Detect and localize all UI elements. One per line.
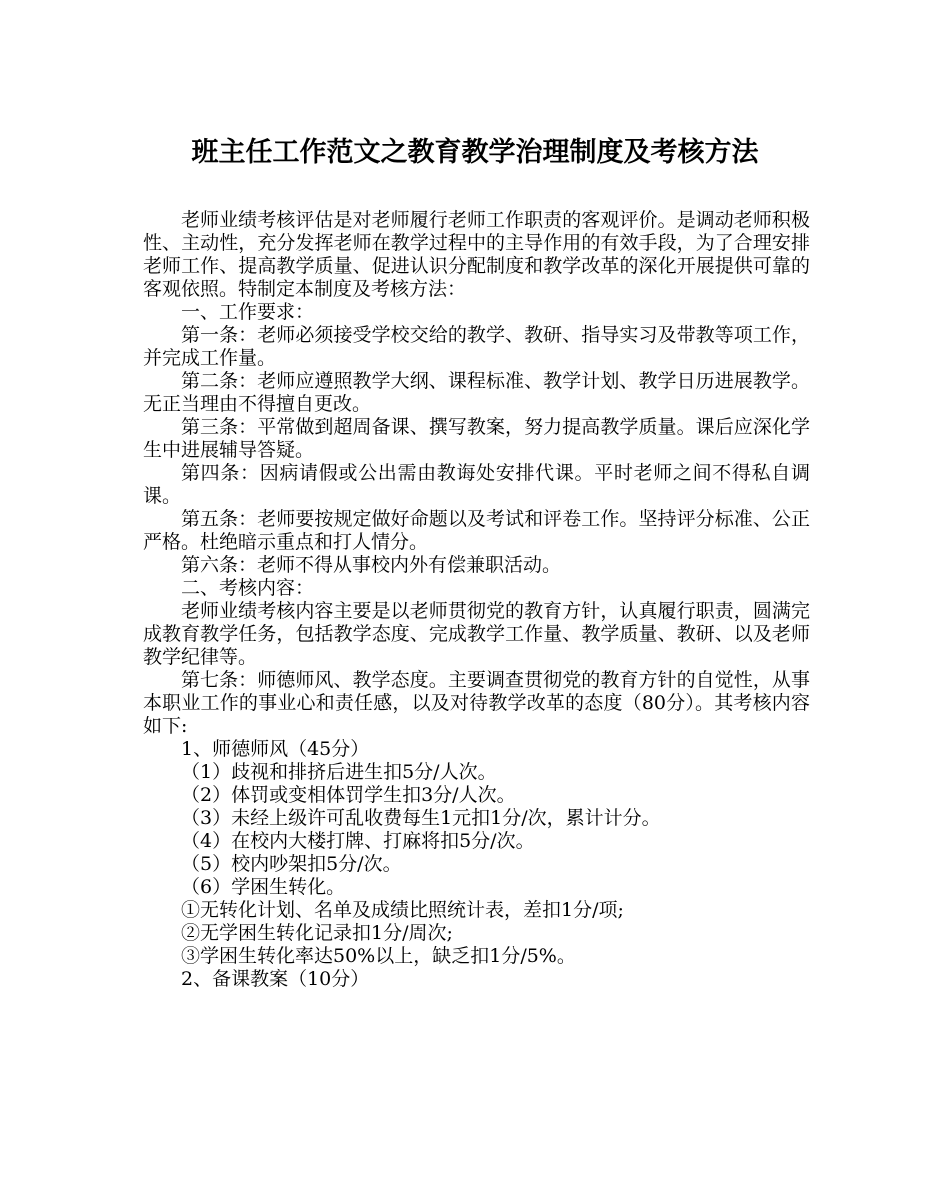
list-item-2: （2）体罚或变相体罚学生扣3分/人次。 xyxy=(181,784,516,806)
article-1: 第一条：老师必须接受学校交给的教学、教研、指导实习及带教等项工作，并完成工作量。 xyxy=(143,324,810,369)
list-subitem-2: ②无学困生转化记录扣1分/周次; xyxy=(181,922,453,944)
list-subitem-3: ③学困生转化率达50%以上，缺乏扣1分/5%。 xyxy=(181,945,576,967)
article-3: 第三条：平常做到超周备课、撰写教案，努力提高教学质量。课后应深化学生中进展辅导答疑。 xyxy=(143,416,810,461)
list-subitem-1: ①无转化计划、名单及成绩比照统计表，差扣1分/项; xyxy=(181,899,624,921)
document-body xyxy=(143,209,810,991)
article-7: 第七条：师德师风、教学态度。主要调查贯彻党的教育方针的自觉性，从事本职业工作的事业心和责任感，以及对待教学改革的态度（80分）。其考核内容如下: xyxy=(143,669,810,737)
article-5: 第五条：老师要按规定做好命题以及考试和评卷工作。坚持评分标准、公正严格。杜绝暗示重点和打人情分。 xyxy=(143,508,810,553)
subheading-ethics: 1、师德师风（45分） xyxy=(181,738,370,760)
article-4: 第四条：因病请假或公出需由教诲处安排代课。平时老师之间不得私自调课。 xyxy=(143,462,810,507)
paragraph-intro: 老师业绩考核评估是对老师履行老师工作职责的客观评价。是调动老师积极性、主动性，充分发挥老师在教学过程中的主导作用的有效手段，为了合理安排老师工作、提高教学质量、促进认识分配制度和教学改革的深化开展提供可靠的客观依照。特制定本制度及考核方法： xyxy=(143,209,810,300)
section-heading-assessment-content: 二、考核内容： xyxy=(181,577,315,599)
subheading-lesson-planning: 2、备课教案（10分） xyxy=(181,968,370,990)
paragraph-assessment-summary: 老师业绩考核内容主要是以老师贯彻党的教育方针，认真履行职责，圆满完成教育教学任务，包括教学态度、完成教学工作量、教学质量、教研、以及老师教学纪律等。 xyxy=(143,600,810,668)
article-2: 第二条：老师应遵照教学大纲、课程标准、教学计划、教学日历进展教学。无正当理由不得擅自更改。 xyxy=(143,370,810,415)
list-item-3: （3）未经上级许可乱收费每生1元扣1分/次，累计计分。 xyxy=(181,807,661,829)
list-item-4: （4）在校内大楼打牌、打麻将扣5分/次。 xyxy=(181,830,535,852)
list-item-1: （1）歧视和排挤后进生扣5分/人次。 xyxy=(181,761,497,783)
section-heading-work-requirements: 一、工作要求： xyxy=(181,301,315,323)
list-item-5: （5）校内吵架扣5分/次。 xyxy=(181,853,402,875)
document-title: 班主任工作范文之教育教学治理制度及考核方法 xyxy=(191,137,759,168)
article-6: 第六条：老师不得从事校内外有偿兼职活动。 xyxy=(181,554,562,576)
list-item-6: （6）学困生转化。 xyxy=(181,876,346,898)
